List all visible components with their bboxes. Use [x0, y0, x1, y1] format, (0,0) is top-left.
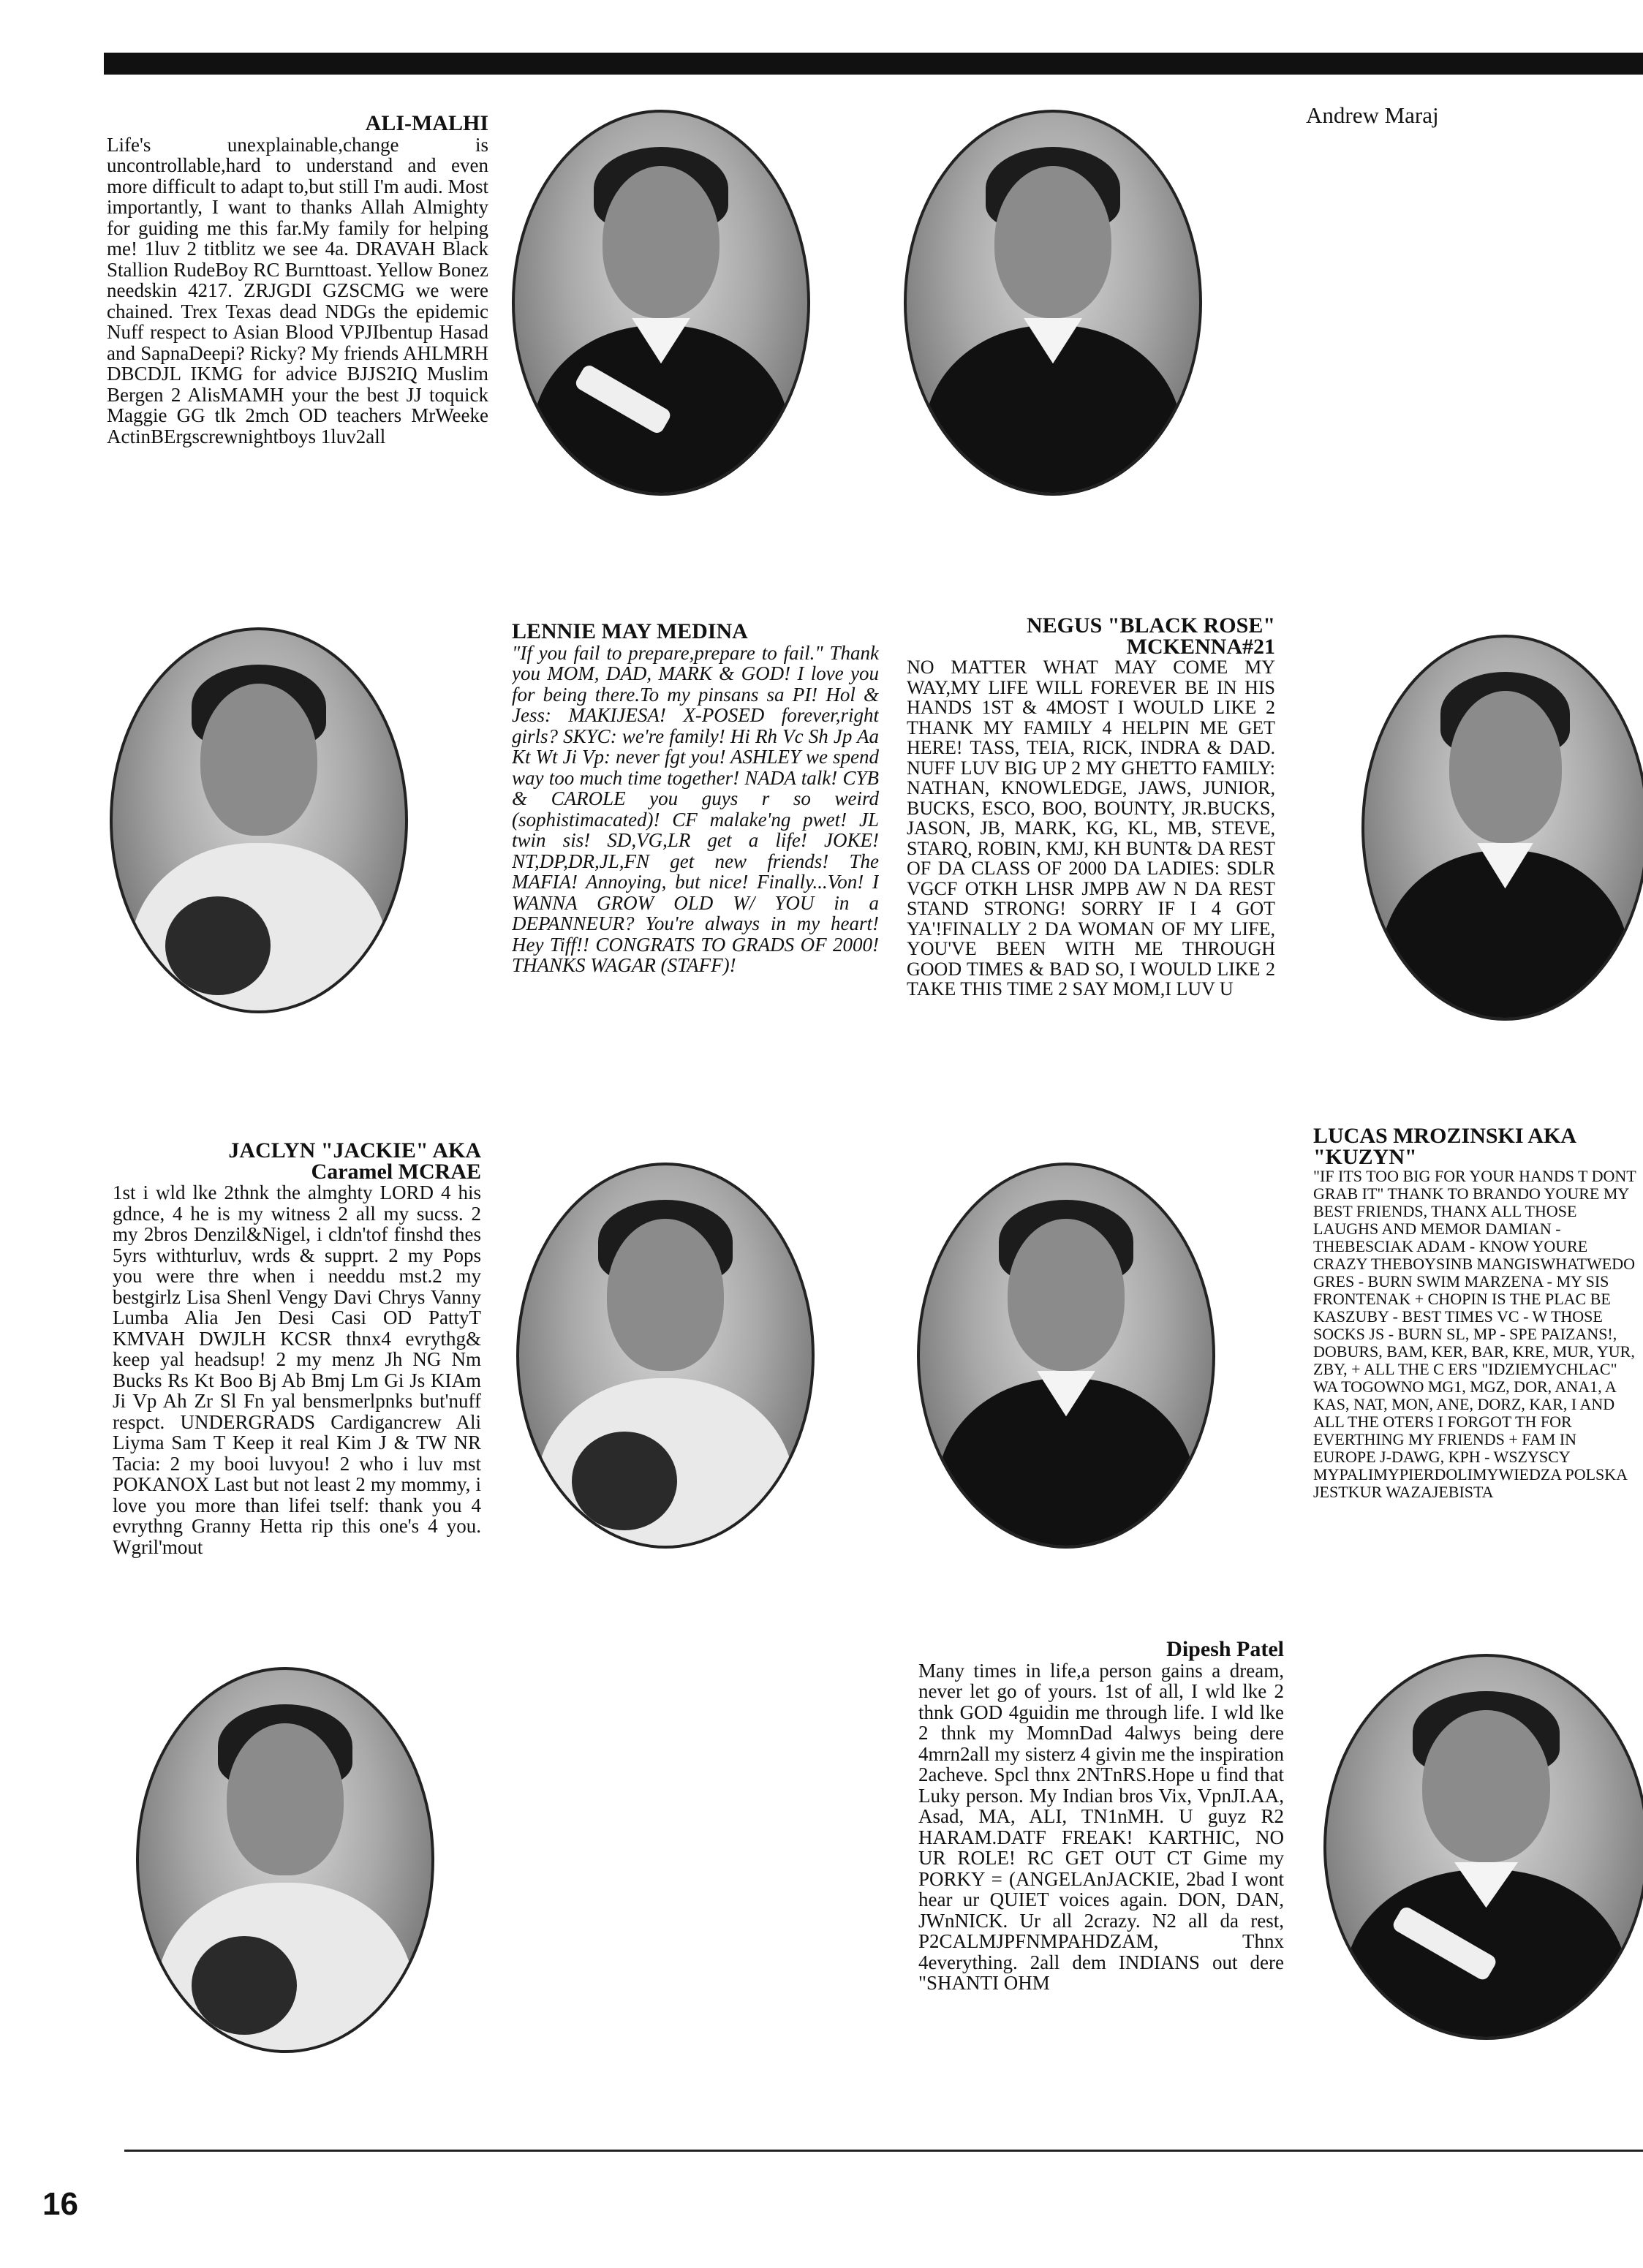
entry-ali-malhi	[107, 113, 488, 611]
portrait-photo	[1361, 635, 1643, 1021]
portrait-photo	[516, 1163, 815, 1549]
entry-text: Life's unexplainable,change is uncontrollable,hard to understand and even more difficult to adapt to,but still I'm audi. Most importantly, I want to thanks Allah Almighty for guiding me this far.My family for helping me! 1luv 2 titblitz we see 4a. DRAVAH Black Stallion RudeBoy RC Burnttoast. Yellow Bonez needskin 4217. ZRJGDI GZSCMG we were chained. Trex Texas dead NDGs the epidemic Nuff respect to Asian Blood VPJIbentup Hasad and SapnaDeepi? Ricky? My friends AHLMRH DBCDJL IKMG for advice BJJS2IQ Muslim Bergen 2 AlisMAMH your the best JJ toquick Maggie GG tlk 2mch OD teachers MrWeeke ActinBErgscrewnightboys 1luv2all	[107, 133, 488, 447]
entry-name-line1: NEGUS "BLACK ROSE"	[1026, 616, 1275, 638]
entry-lucas-mrozinski	[1313, 1126, 1643, 1601]
entry-text: 1st i wld lke 2thnk the almghty LORD 4 his gdnce, 4 he is my witness 2 all my sucss. 2 my 2bros Denzil&Nigel, i cldn'tof finshd thes 5yrs withturluv, wrds & supprt. 2 my Pops you were thre when i needdu mst.2 my bestgirlz Lisa Shenl Vengy Davi Chrys Vanny Lumba Alia Jen Desi Casi OD PattyT KMVAH DWJLH KCSR thnx4 evrythg& keep yal headsup! 2 my menz Jh NG Nm Bucks Rs Kt Boo Bj Ab Bmj Lm Gi Js KIAm Ji Vp Ah Zr Sl Fn yal bensmerlpnks but'nuff respct. UNDERGRADS Cardigancrew Ali Liyma Sam T Keep it real Kim J & TW NR Tacia: 2 my booi luvyou! 2 who i luv mst POKANOX Last but not least 2 my mommy, i love you more than lifei tself: thank you 4 evrythng Granny Hetta rip this one's 4 you. Wgril'mout	[113, 1182, 481, 1558]
entry-name-line2: Caramel MCRAE	[311, 1159, 481, 1184]
entry-text: NO MATTER WHAT MAY COME MY WAY,MY LIFE WILL FOREVER BE IN HIS HANDS 1ST & 4MOST I WOULD LIKE 2 THANK MY FAMILY 4 HELPIN ME GET HERE! TASS, TEIA, RICK, INDRA & DAD. NUFF LUV BIG UP 2 MY GHETTO FAMILY: NATHAN, KNOWLEDGE, JAWS, JUNIOR, BUCKS, ESCO, BOO, BOUNTY, JR.BUCKS, JASON, JB, MARK, KG, KL, MB, STEVE, STARQ, ROBIN, KMJ, KH BUNT& DA REST OF DA CLASS OF 2000 DA LADIES: SDLR VGCF OTKH LHSR JMPB AW N DA REST STAND STRONG! SORRY IF I 4 GOT YA'!FINALLY 2 DA WOMAN OF MY LIFE, YOU'VE BEEN WITH ME THROUGH GOOD TIMES & BAD SO, I WOULD LIKE 2 TAKE THIS TIME 2 SAY MOM,I LUV U	[907, 657, 1275, 999]
portrait-photo	[136, 1667, 434, 2053]
page-number: 16	[42, 2186, 78, 2222]
entry-text: "If you fail to prepare,prepare to fail." Thank you MOM, DAD, MARK & GOD! I love you for being there.To my pinsans sa PI! Hol & Jess: MAKIJESA! X-POSED forever,right girls? SKYC: we're family! Hi Rh Vc Sh Jp Aa Kt Wt Ji Vp: never fgt you! ASHLEY we spend way too much time together! NADA talk! CYB & CAROLE you guys r so weird (sophistimacated)! CF malake'ng pwet! JL twin sis! SD,VG,LR get a life! JOKE! NT,DP,DR,JL,FN get new friends! The MAFIA! Annoying, but nice! Finally...Von! I WANNA GROW OLD W/ YOU in a DEPANNEUR? You're always in my heart! Hey Tiff!! CONGRATS TO GRADS OF 2000! THANKS WAGAR (STAFF)!	[512, 641, 879, 976]
entry-dipesh-patel	[918, 1639, 1284, 2114]
portrait-photo	[904, 110, 1202, 496]
entry-name-line2: "KUZYN"	[1313, 1144, 1417, 1169]
entry-name-line1: LUCAS MROZINSKI AKA	[1313, 1126, 1577, 1148]
entry-jaclyn-mcrae	[113, 1141, 481, 1696]
entry-lennie-may-medina	[512, 621, 879, 1097]
top-bar	[104, 53, 1643, 75]
entry-name-line2: MCKENNA#21	[1126, 634, 1275, 659]
entry-name: Dipesh Patel	[1166, 1639, 1284, 1661]
portrait-photo	[917, 1163, 1215, 1549]
portrait-photo	[110, 627, 408, 1013]
entry-text: "IF ITS TOO BIG FOR YOUR HANDS T DONT GRAB IT" THANK TO BRANDO YOURE MY BEST FRIENDS, THANX ALL THOSE LAUGHS AND MEMOR DAMIAN - THEBESCIAK ADAM - KNOW YOURE CRAZY THEBOYSINB MANGISWHATWEDO GRES - BURN SWIM MARZENA - MY SIS FRONTENAK + CHOPIN IS THE PLAC BE KASZUBY - BEST TIMES VC - W THOSE SOCKS JS - BURN SL, MP - SPE PAIZANS!, DOBURS, BAM, KER, BAR, KRE, MUR, YUR, ZBY, + ALL THE C ERS "IDZIEMYCHLAC" WA TOGOWNO MG1, MGZ, DOR, ANA1, A KAS, NAT, MON, ANE, DORZ, KAR, I AND ALL THE OTERS I FORGOT TH FOR EVERTHING MY FRIENDS + FAM IN EUROPE J-DAWG, KPH - WSZYSCY MYPALIMYPIERDOLIMYWIEDZA POLSKA JESTKUR WAZAJEBISTA	[1313, 1167, 1636, 1501]
entry-name: LENNIE MAY MEDINA	[512, 621, 748, 643]
entry-text: Many times in life,a person gains a dream, never let go of yours. 1st of all, I wld lke 2 thnk GOD 4guidin me through life. I wld lke 2 thnk my MomnDad 4alwys being dere 4mrn2all my sisterz 4 givin me the inspiration 2acheve. Spcl thnx 2NTnRS.Hope u find that Luky person. My Indian bros Vix, VpnJI.AA, Asad, MA, ALI, TN1nMH. U guyz R2 HARAM.DATF FREAK! KARTHIC, NO UR ROLE! RC GET OUT CT Gime my PORKY = (ANGELAnJACKIE, 2bad I wont hear ur QUIET voices again. DON, DAN, JWnNICK. Ur all 2crazy. N2 all da rest, P2CALMJPFNMPAHDZAM, Thnx 4everything. 2all dem INDIANS out dere "SHANTI OHM	[918, 1659, 1284, 1994]
entry-name: ALI-MALHI	[365, 113, 488, 135]
portrait-photo	[512, 110, 810, 496]
bottom-rule	[124, 2150, 1643, 2152]
entry-negus-mckenna	[907, 616, 1275, 1098]
header-name: Andrew Maraj	[1306, 102, 1439, 128]
portrait-photo	[1323, 1654, 1643, 2040]
entry-name-line1: JACLYN "JACKIE" AKA	[228, 1141, 481, 1163]
